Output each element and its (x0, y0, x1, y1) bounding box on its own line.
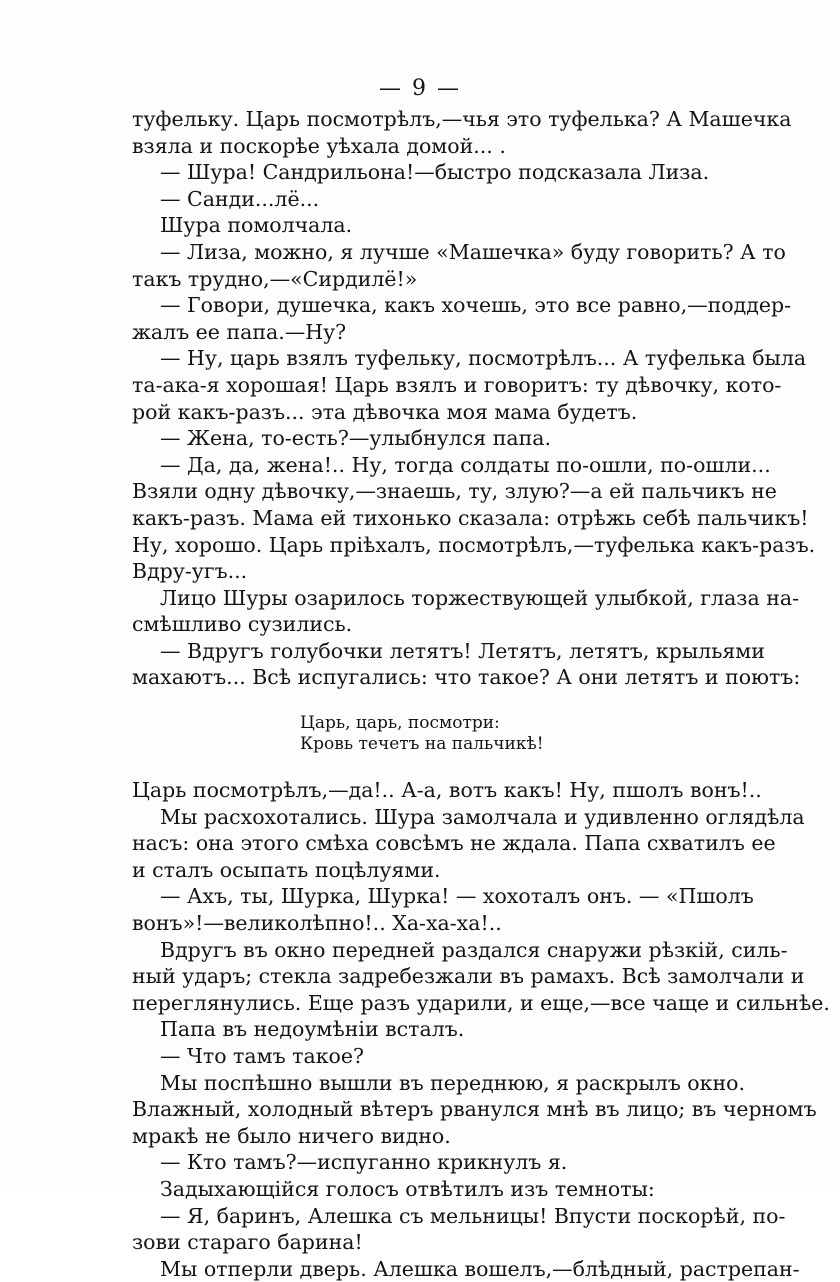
text-line: Мы поспѣшно вышли въ переднюю, я раскрылъ окно. (160, 1070, 745, 1095)
text-line: туфельку. Царь посмотрѣлъ,—чья это туфелька? А Машечка (132, 107, 792, 131)
text-line: — Ну, царь взялъ туфельку, посмотрѣлъ... А туфелька была (160, 346, 807, 371)
text-line: и сталъ осыпать поцѣлуями. (132, 857, 441, 882)
text-line: смѣшливо сузились. (132, 612, 353, 637)
text-line: — Да, да, жена!.. Ну, тогда солдаты по-ошли, по-ошли... (160, 452, 771, 477)
text-line: Задыхающійся голосъ отвѣтилъ изъ темноты: (160, 1176, 655, 1201)
verse-line: Царь, царь, посмотри: (300, 713, 500, 734)
text-line: — Ахъ, ты, Шурка, Шурка! — хохоталъ онъ. — «Пшолъ (160, 884, 754, 909)
text-line: — Я, баринъ, Алешка съ мельницы! Впусти поскорѣй, по- (160, 1203, 786, 1228)
text-line: взяла и поскорѣе уѣхала домой... . (132, 133, 506, 158)
text-line: насъ: она этого смѣха совсѣмъ не ждала. Папа схватилъ ее (132, 831, 776, 856)
text-line: Папа въ недоумѣніи всталъ. (160, 1017, 465, 1042)
text-line: Мы расхохотались. Шура замолчала и удивленно оглядѣла (160, 804, 805, 829)
text-line: — Кто тамъ?—испуганно крикнулъ я. (160, 1150, 568, 1175)
text-line: — Лиза, можно, я лучше «Машечка» буду говорить? А то (160, 239, 786, 264)
text-line: Мы отперли дверь. Алешка вошелъ,—блѣдный, растрепан- (160, 1256, 800, 1281)
text-line: рой какъ-разъ... эта дѣвочка моя мама будетъ. (132, 399, 638, 424)
text-line: — Что тамъ такое? (160, 1044, 364, 1068)
text-line: Взяли одну дѣвочку,—знаешь, ту, злую?—а ей пальчикъ не (132, 479, 777, 504)
text-line: — Вдругъ голубочки летятъ! Летятъ, летятъ, крыльями (160, 638, 765, 663)
text-line: мракѣ не было ничего видно. (132, 1123, 451, 1148)
text-line: Царь посмотрѣлъ,—да!.. А-а, вотъ какъ! Ну, пшолъ вонъ!.. (132, 778, 762, 803)
text-line: — Шура! Сандрильона!—быстро подсказала Лиза. (160, 160, 710, 185)
text-line: Шура помолчала. (160, 213, 353, 238)
verse-block (300, 713, 742, 755)
text-line: Влажный, холодный вѣтеръ рванулся мнѣ въ лицо; въ черномъ (132, 1097, 817, 1122)
text-line: Вдругъ въ окно передней раздался снаружи рѣзкій, силь- (160, 937, 788, 962)
text-line: ный ударъ; стекла задребезжали въ рамахъ. Всѣ замолчали и (132, 964, 805, 989)
text-line: вонъ»!—великолѣпно!.. Ха-ха-ха!.. (132, 911, 502, 936)
text-line: та-ака-я хорошая! Царь взялъ и говоритъ: ту дѣвочку, кото- (132, 372, 782, 397)
text-line: — Говори, душечка, какъ хочешь, это все равно,—поддер- (160, 293, 792, 318)
text-line: такъ трудно,—«Сирдилё!» (132, 266, 418, 291)
text-line: Лицо Шуры озарилось торжествующей улыбкой, глаза на- (160, 585, 800, 610)
text-line: — Жена, то-есть?—улыбнулся папа. (160, 426, 552, 451)
text-line: Ну, хорошо. Царь пріѣхалъ, посмотрѣлъ,—туфелька какъ-разъ. (132, 532, 816, 557)
page-number: — 9 — (379, 76, 461, 101)
text-line: Вдру-угъ... (132, 559, 248, 584)
text-line: — Санди...лё... (160, 186, 320, 211)
text-line: зови стараго барина! (132, 1230, 363, 1255)
text-line: переглянулись. Еще разъ ударили, и еще,—все чаще и сильнѣе. (132, 990, 830, 1015)
text-line: махаютъ... Всѣ испугались: что такое? А они летятъ и поютъ: (132, 665, 801, 690)
text-line: какъ-разъ. Мама ей тихонько сказала: отрѣжь себѣ пальчикъ! (132, 505, 809, 530)
body-text (132, 106, 830, 1282)
verse-line: Кровь течетъ на пальчикѣ! (300, 734, 544, 755)
text-line: жалъ ее папа.—Ну? (132, 319, 347, 344)
